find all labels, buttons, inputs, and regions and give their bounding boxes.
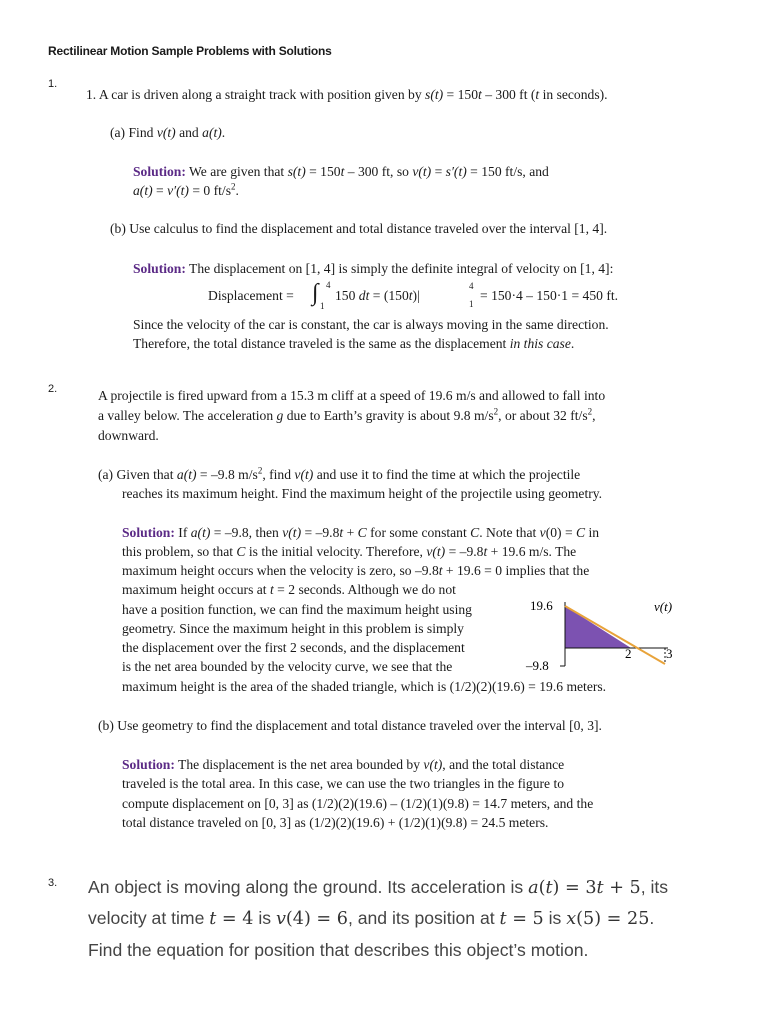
problem-2b-solution-line-4: total distance traveled on [0, 3] as (1/2)(2)(19.6) + (1/2)(1)(9.8) = 24.5 meters. [122,815,549,830]
problem-2a-solution-line-9: maximum height is the area of the shaded triangle, which is (1/2)(2)(19.6) = 19.6 meters. [122,679,607,694]
problem-1-statement: 1. A car is driven along a straight track with position given by s(t) = 150t – 300 ft (t in seconds). [86,87,608,102]
problem-2b-solution-line-3: compute displacement on [0, 3] as (1/2)(2)(19.6) – (1/2)(1)(9.8) = 14.7 meters, and the [122,796,594,811]
problem-3-line-1: An object is moving along the ground. Its acceleration is a(t) = 3t + 5, its [88,877,669,898]
y-label-top: 19.6 [530,598,553,613]
displacement-equation: Displacement = ∫ 4 1 150 dt = (150t)| 4 1 = 150·4 – 150·1 = 450 ft. [208,280,619,311]
problem-1b-solution-line-3: Therefore, the total distance traveled is the same as the displacement in this case. [133,336,575,351]
problem-3-line-3: Find the equation for position that describes this object’s motion. [88,940,589,960]
problem-1a-solution-line-2: a(t) = v′(t) = 0 $ft/s^2$. [133,181,239,198]
curve-label: v(t) [654,599,673,614]
problem-1b-solution-line-2: Since the velocity of the car is constant, the car is always moving in the same direction. [133,317,609,332]
problem-3-line-2: velocity at time t = 4 is v(4) = 6, and its position at t = 5 is x(5) = 25. [88,908,655,929]
x-label-2: 2 [625,646,632,661]
problem-2a-solution-line-5: have a position function, we can find the maximum height using [122,602,472,617]
problem-2a-solution-line-4: maximum height occurs at t = 2 seconds. Although we do not [122,582,456,597]
problem-2a-solution-line-6: geometry. Since the maximum height in this problem is simply [122,621,464,636]
problem-2b-solution-line-1: Solution: The displacement is the net area bounded by v(t), and the total distance [122,757,565,772]
problem-2-statement-line-2: a valley below. The acceleration g due to Earth’s gravity is about 9.8 $m/s^2$, or about 32 $ft/s^2$, [98,406,596,423]
problem-1-marker: 1. [48,78,58,90]
problem-1a-solution-line-1: Solution: We are given that s(t) = 150t – 300 ft, so v(t) = s′(t) = 150 ft/s, and [133,164,549,179]
y-label-bottom: –9.8 [526,658,549,673]
problem-1b-prompt: (b) Use calculus to find the displacement and total distance traveled over the interval [1, 4]. [110,221,608,236]
problem-2-statement-line-3: downward. [98,428,159,443]
document-title: Rectilinear Motion Sample Problems with Solutions [48,44,332,58]
problem-1b-solution-line-1: Solution: The displacement on [1, 4] is simply the definite integral of velocity on [1, 4]: [133,261,614,276]
problem-2-statement-line-1: A projectile is fired upward from a 15.3 m cliff at a speed of 19.6 m/s and allowed to fall into [98,388,606,403]
problem-2a-solution-line-1: Solution: If a(t) = –9.8, then v(t) = –9.8t + C for some constant C. Note that v(0) = C in [122,525,600,540]
x-label-3: 3 [666,646,673,661]
solution-label: Solution: [122,525,175,540]
problem-2-marker: 2. [48,383,58,395]
problem-2a-solution-line-3: maximum height occurs when the velocity is zero, so –9.8t + 19.6 = 0 implies that the [122,563,590,578]
problem-2a-solution-line-7: the displacement over the first 2 seconds, and the displacement [122,640,465,655]
velocity-graph [520,594,690,676]
solution-label: Solution: [133,164,186,179]
solution-label: Solution: [133,261,186,276]
problem-1a-prompt: (a) Find v(t) and a(t). [110,125,226,140]
problem-2a-solution-line-8: is the net area bounded by the velocity curve, we see that the [122,659,453,674]
problem-2a-prompt-line-2: reaches its maximum height. Find the maximum height of the projectile using geometry. [122,486,603,501]
problem-2b-solution-line-2: traveled is the total area. In this case, we can use the two triangles in the figure to [122,776,565,791]
problem-3-marker: 3. [48,877,58,889]
solution-label: Solution: [122,757,175,772]
problem-2a-prompt-line-1: (a) Given that a(t) = –9.8 $m/s^2$, find v(t) and use it to find the time at which the projectile [98,465,581,482]
problem-2a-solution-line-2: this problem, so that C is the initial velocity. Therefore, v(t) = –9.8t + 19.6 m/s. The [122,544,577,559]
problem-2b-prompt: (b) Use geometry to find the displacement and total distance traveled over the interval [0, 3]. [98,718,602,733]
